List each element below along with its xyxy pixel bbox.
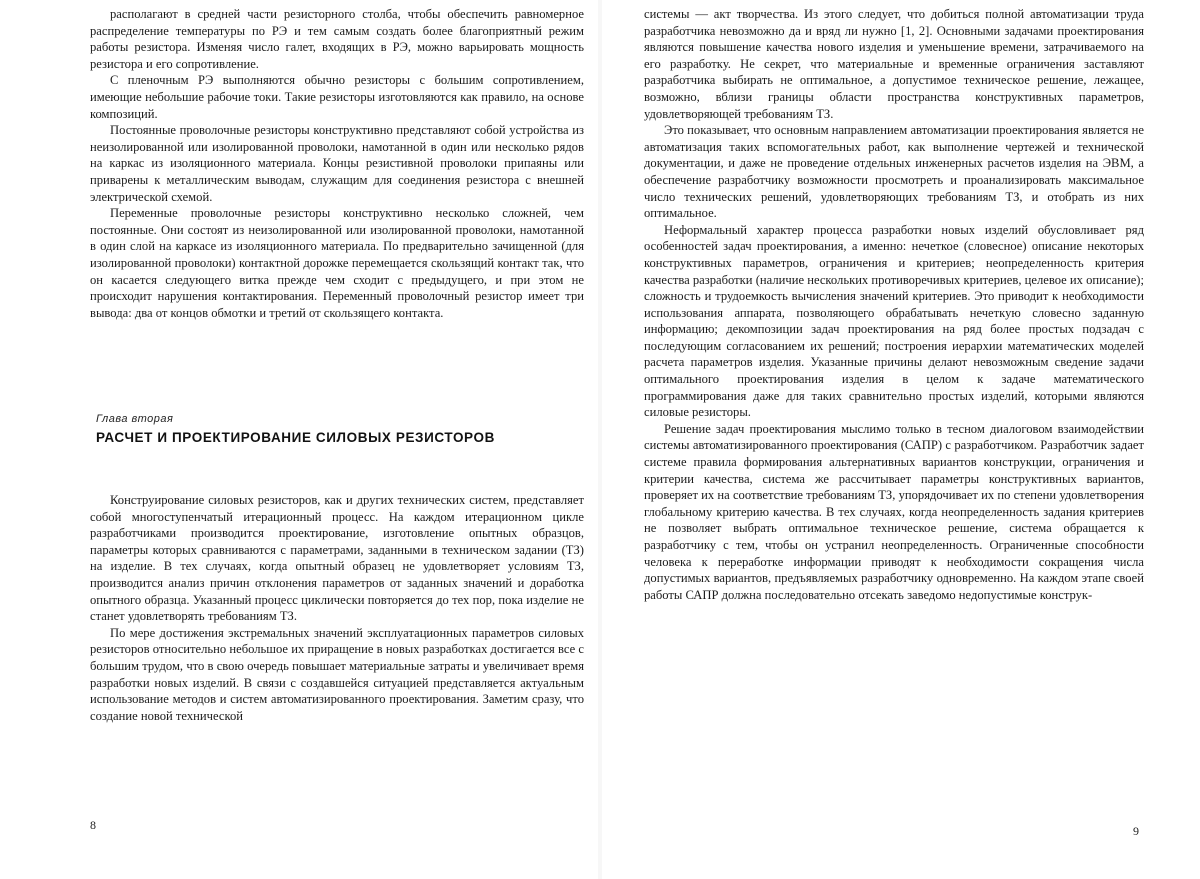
paragraph: Решение задач проектирования мыслимо только в тесном диалоговом взаимодействии системы автоматизированного проектирования (САПР) с разработчиком. Разработчик задает системе правила формирования альтернативных вариантов конструкции, ограничения и критерии качества, система же рассчитывает параметры конструктивных вариантов, проверяет их на соответствие требованиям ТЗ, упорядочивает их по степени удовлетворения глобальному критерию качества. В тех случаях, когда неопределенность задания критериев не позволяет выбрать оптимальное техническое решение, система обращается к разработчику с тем, чтобы он устранил неопределенность. Ограниченные способности человека к переработке информации приводят к необходимости сокращения числа допустимых вариантов, предъявляемых разработчику одновременно. На каждом этапе своей работы САПР должна последовательно отсекать заведомо недопустимые конструк- — [644, 421, 1144, 602]
left-page-text-bottom — [90, 492, 584, 724]
paragraph: С пленочным РЭ выполняются обычно резисторы с большим сопротивлением, имеющие небольшие рабочие токи. Такие резисторы изготовляются как правило, на основе композиций. — [90, 73, 584, 121]
paragraph: Переменные проволочные резисторы конструктивно несколько сложней, чем постоянные. Они состоят из неизолированной или изолированной проволоки, намотанной в один слой на каркасе из изоляционного материала. По предварительно зачищенной (для изолированной проволоки) контактной дорожке перемещается скользящий контакт так, что он касается следующего витка прежде чем сходит с предыдущего, и при этом не происходит нарушения контактирования. Переменный проволочный резистор имеет три вывода: два от концов обмотки и третий от скользящего контакта. — [90, 206, 584, 320]
left-page-text-top — [90, 6, 584, 321]
chapter-title: РАСЧЕТ И ПРОЕКТИРОВАНИЕ СИЛОВЫХ РЕЗИСТОРОВ — [96, 430, 495, 445]
paragraph: По мере достижения экстремальных значений эксплуатационных параметров силовых резисторов относительно небольшое их приращение в новых разработках достигается все с большим трудом, что в свою очередь повышает материальные затраты и увеличивает время разработки новых изделий. В связи с создавшейся ситуацией представляется актуальным использование методов и систем автоматизированного проектирования. Заметим сразу, что создание новой технической — [90, 625, 584, 723]
paragraph: Это показывает, что основным направлением автоматизации проектирования является не автоматизация таких вспомогательных работ, как выполнение чертежей и технической документации, и даже не проведение отдельных инженерных расчетов изделия на ЭВМ, а обеспечение разработчику возможности просмотреть и проанализировать максимальное число технических решений, удовлетворяющих требованиям ТЗ, и отобрать из них оптимальное. — [644, 123, 1144, 221]
paragraph: Неформальный характер процесса разработки новых изделий обусловливает ряд особенностей задач проектирования, а именно: нечеткое (словесное) описание некоторых конструктивных параметров, ограничения и критериев; неопределенность критерия качества разработки (наличие нескольких противоречивых критериев, целевое их описание); сложность и трудоемкость вычисления значений критериев. Это приводит к необходимости использования аппарата, позволяющего обрабатывать нечеткую словесно заданную информацию; декомпозиции задач проектирования на ряд более простых подзадач с последующим согласованием их решений; построения иерархии математических моделей расчета параметров изделия. Указанные причины делают невозможным сведение задачи оптимального проектирования изделия в целом к задаче математического программирования даже для таких сравнительно простых изделий, которыми являются силовые резисторы. — [644, 222, 1144, 420]
page-number: 9 — [1133, 824, 1139, 838]
chapter-label: Глава вторая — [96, 413, 174, 425]
paragraph: системы — акт творчества. Из этого следует, что добиться полной автоматизации труда разработчика невозможно да и вряд ли нужно [1, 2]. Основными задачами проектирования являются повышение качества нового изделия и уменьшение времени, затрачиваемого на его разработку. Не секрет, что материальные и временные ограничения заставляют разработчика выбирать не оптимальное, а допустимое техническое решение, лежащее, возможно, вблизи границы области пространства конструктивных параметров, удовлетворяющей требованиям ТЗ. — [644, 7, 1144, 121]
paragraph: Конструирование силовых резисторов, как и других технических систем, представляет собой многоступенчатый итерационный процесс. На каждом итерационном цикле разработчиками производится проектирование, изготовление опытных образцов, параметры которых сравниваются с параметрами, заданными в техническом задании (ТЗ) на изделие. В тех случаях, когда опытный образец не удовлетворяет условиям ТЗ, производится анализ причин отклонения параметров от заданных значений и доработка опытного образца. Указанный процесс циклически повторяется до тех пор, пока изделие не станет удовлетворять требованиям ТЗ. — [90, 493, 584, 624]
right-page-text — [644, 6, 1144, 603]
paragraph: располагают в средней части резисторного столба, чтобы обеспечить равномерное распределение температуры по РЭ и тем самым создать более благоприятный режим работы резистора. Изменяя число галет, входящих в РЭ, можно варьировать мощность резистора и его сопротивление. — [90, 7, 584, 71]
page-number: 8 — [90, 818, 96, 832]
paragraph: Постоянные проволочные резисторы конструктивно представляют собой устройства из неизолированной или изолированной проволоки, намотанной в один или несколько рядов на каркас из изоляционного материала. Концы резистивной проволоки припаяны или приварены к металлическим выводам, служащим для соединения резистора с внешней электрической схемой. — [90, 123, 584, 204]
